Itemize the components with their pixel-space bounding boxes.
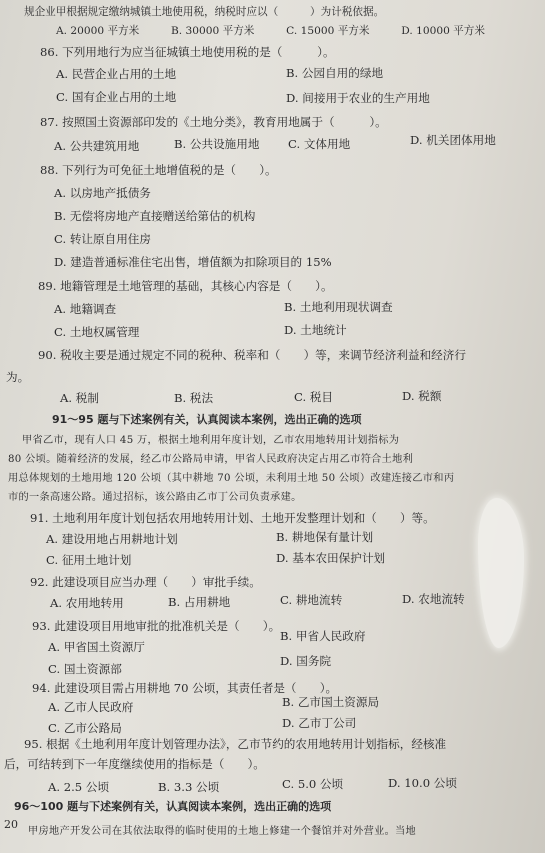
q88-option-b: B. 无偿将房地产直接赠送给第估的机构 xyxy=(54,209,256,223)
q85-options: A. 20000 平方米 B. 30000 平方米 C. 15000 平方米 D. 10000 平方米 xyxy=(56,25,485,37)
q88-option-d: D. 建造普通标准住宅出售，增值额为扣除项目的 15% xyxy=(54,255,332,269)
q94-option-a: A. 乙市人民政府 xyxy=(48,700,134,714)
q92-option-a: A. 农用地转用 xyxy=(50,596,124,610)
torn-paper-spot xyxy=(478,498,524,648)
q87-option-d: D. 机关团体用地 xyxy=(410,133,496,147)
q90-stem: 90. 税收主要是通过规定不同的税种、税率和（ ）等，来调节经济利益和经济行 xyxy=(38,348,466,362)
q92-stem: 92. 此建设项目应当办理（ ）审批手续。 xyxy=(30,575,261,589)
page-number: 20 xyxy=(4,818,18,831)
q86-option-d: D. 间接用于农业的生产用地 xyxy=(286,91,430,105)
q95-option-c: C. 5.0 公顷 xyxy=(282,777,344,791)
q94-option-b: B. 乙市国土资源局 xyxy=(282,695,380,709)
q95-option-d: D. 10.0 公顷 xyxy=(388,776,457,790)
q94-stem: 94. 此建设项目需占用耕地 70 公顷，其责任者是（ ）。 xyxy=(32,681,338,695)
q92-option-d: D. 农地流转 xyxy=(402,592,465,606)
case-91-95-text-2: 80 公顷。随着经济的发展，经乙市公路局申请，甲省人民政府决定占用乙市符合土地利 xyxy=(8,454,414,465)
q88-option-c: C. 转让原自用住房 xyxy=(54,232,151,246)
q93-stem: 93. 此建设项目用地审批的批准机关是（ ）。 xyxy=(32,619,281,633)
q85-stem-tail: 规企业甲根据规定缴纳城镇土地使用税，纳税时应以（ ）为计税依据。 xyxy=(24,6,385,18)
q95-stem: 95. 根据《土地利用年度计划管理办法》，乙市节约的农用地转用计划指标，经核准 xyxy=(24,737,447,751)
q90-option-a: A. 税制 xyxy=(60,391,99,405)
case-91-95-heading: 91～95 题与下述案例有关，认真阅读本案例，选出正确的选项 xyxy=(52,413,362,426)
q93-option-c: C. 国土资源部 xyxy=(48,662,122,676)
case-91-95-text-3: 用总体规划的土地用地 120 公顷（其中耕地 70 公顷，未利用土地 50 公顷）改建连接乙市和丙 xyxy=(8,473,455,484)
q92-option-c: C. 耕地流转 xyxy=(280,593,343,607)
case-96-100-text-1: 甲房地产开发公司在其依法取得的临时使用的土地上修建一个餐馆并对外营业。当地 xyxy=(28,826,417,837)
q91-option-c: C. 征用土地计划 xyxy=(46,553,132,567)
q88-option-a: A. 以房地产抵债务 xyxy=(54,186,151,200)
q95-option-b: B. 3.3 公顷 xyxy=(158,780,220,794)
q87-stem: 87. 按照国土资源部印发的《土地分类》，教育用地属于（ ）。 xyxy=(40,115,387,129)
q88-stem: 88. 下列行为可免征土地增值税的是（ ）。 xyxy=(40,163,277,177)
q93-option-a: A. 甲省国土资源厅 xyxy=(48,640,145,654)
q91-option-a: A. 建设用地占用耕地计划 xyxy=(46,532,178,546)
q91-option-d: D. 基本农田保护计划 xyxy=(276,551,386,565)
q95-option-a: A. 2.5 公顷 xyxy=(48,780,110,794)
q91-option-b: B. 耕地保有量计划 xyxy=(276,530,374,544)
case-96-100-heading: 96～100 题与下述案例有关，认真阅读本案例，选出正确的选项 xyxy=(14,800,332,813)
q87-option-b: B. 公共设施用地 xyxy=(174,137,260,151)
q94-option-c: C. 乙市公路局 xyxy=(48,721,122,735)
q86-option-b: B. 公园自用的绿地 xyxy=(286,66,384,80)
q89-option-a: A. 地籍调查 xyxy=(54,302,117,316)
q87-option-a: A. 公共建筑用地 xyxy=(54,139,140,153)
case-91-95-text-4: 市的一条高速公路。通过招标，该公路由乙市丁公司负责承建。 xyxy=(8,492,302,503)
q86-stem: 86. 下列用地行为应当征城镇土地使用税的是（ ）。 xyxy=(40,45,335,59)
q92-option-b: B. 占用耕地 xyxy=(168,595,231,609)
q90-option-c: C. 税目 xyxy=(294,390,334,404)
q89-option-d: D. 土地统计 xyxy=(284,323,347,337)
q89-stem: 89. 地籍管理是土地管理的基础，其核心内容是（ ）。 xyxy=(38,279,333,293)
q95-stem-cont: 后，可结转到下一年度继续使用的指标是（ ）。 xyxy=(4,757,265,771)
q87-option-c: C. 文体用地 xyxy=(288,137,351,151)
q90-option-b: B. 税法 xyxy=(174,391,214,405)
case-91-95-text-1: 甲省乙市，现有人口 45 万，根据土地利用年度计划，乙市农用地转用计划指标为 xyxy=(22,435,400,446)
q89-option-c: C. 土地权属管理 xyxy=(54,325,140,339)
q90-option-d: D. 税额 xyxy=(402,389,442,403)
q93-option-d: D. 国务院 xyxy=(280,654,332,668)
q94-option-d: D. 乙市丁公司 xyxy=(282,716,357,730)
q86-option-a: A. 民营企业占用的土地 xyxy=(56,67,177,81)
q91-stem: 91. 土地利用年度计划包括农用地转用计划、土地开发整理计划和（ ）等。 xyxy=(30,511,435,525)
q93-option-b: B. 甲省人民政府 xyxy=(280,629,366,643)
q89-option-b: B. 土地利用现状调查 xyxy=(284,300,393,314)
q86-option-c: C. 国有企业占用的土地 xyxy=(56,90,177,104)
q90-stem-cont: 为。 xyxy=(6,370,30,384)
